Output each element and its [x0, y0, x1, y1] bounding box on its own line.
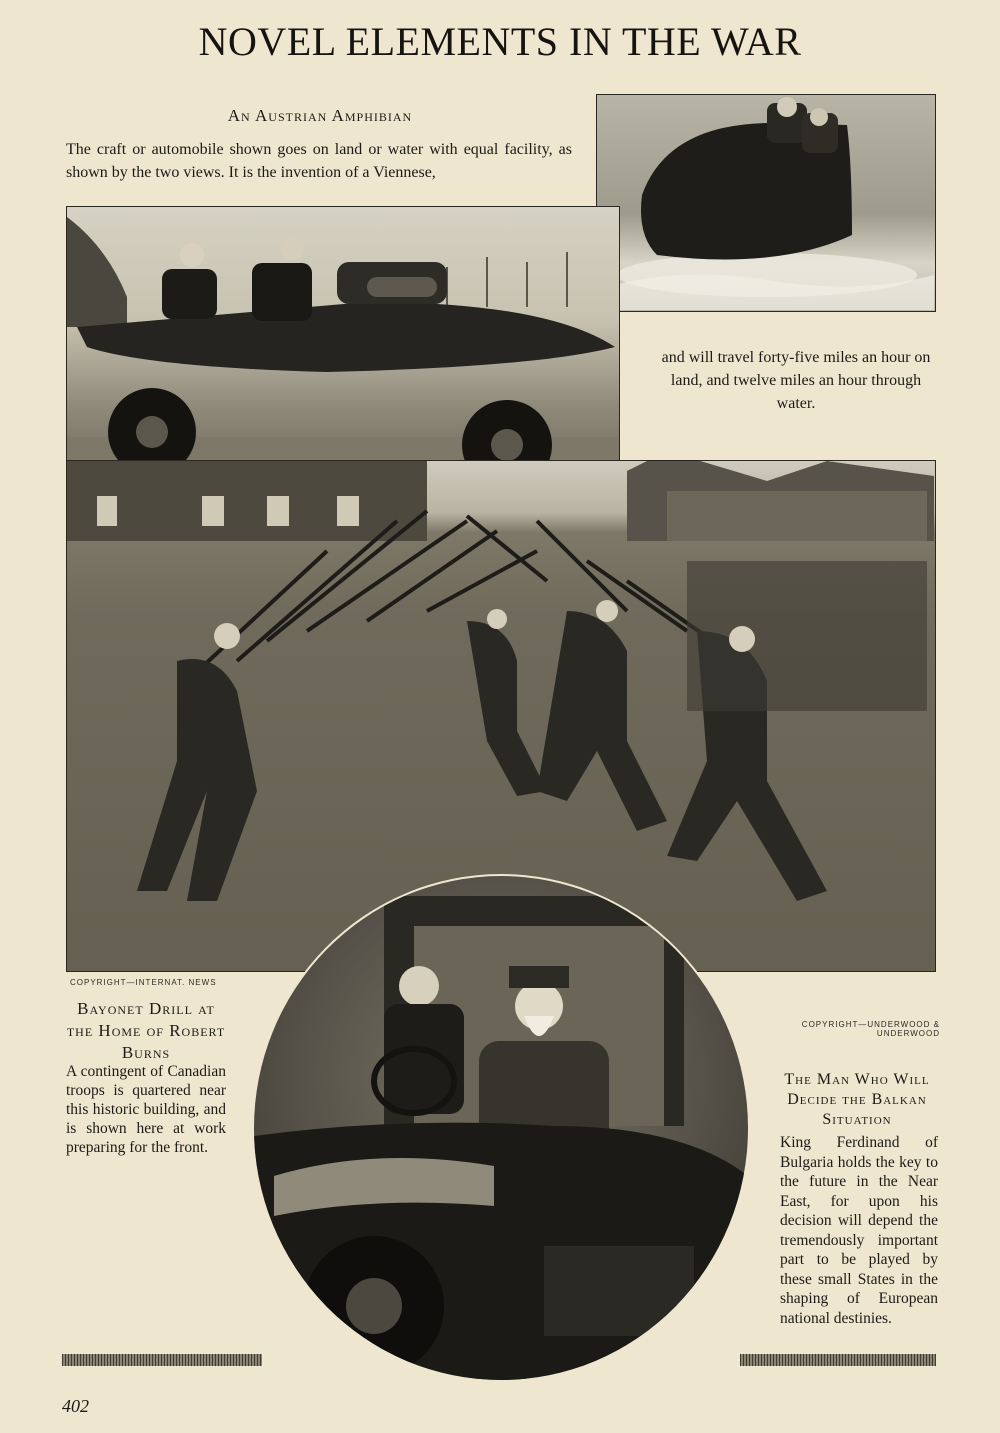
amphibian-text-continued: and will travel forty-five miles an hour on land, and twelve miles an hour through water.: [661, 349, 931, 412]
ferdinand-credit: COPYRIGHT—UNDERWOOD & UNDERWOOD: [801, 1020, 940, 1038]
bayonet-text: A contingent of Canadian troops is quartered near this historic building, and is shown here at work preparing for the front.: [66, 1063, 226, 1156]
page-number: 402: [62, 1396, 89, 1416]
bottom-rule-left: [62, 1354, 262, 1366]
amphibian-water-illustration: [597, 95, 934, 310]
ferdinand-heading: The Man Who Will Decide the Balkan Situation: [784, 1071, 930, 1128]
amphibian-text-top: The craft or automobile shown goes on land or water with equal facility, as shown by the two views. It is the invention of a Viennese,: [66, 141, 572, 181]
bayonet-credit: COPYRIGHT—INTERNAT. NEWS: [70, 978, 217, 987]
ferdinand-photo: [252, 874, 750, 1382]
amphibian-heading: An Austrian Amphibian: [227, 106, 413, 125]
page-title: NOVEL ELEMENTS IN THE WAR: [198, 19, 802, 64]
amphibian-land-photo: [66, 206, 620, 492]
ferdinand-illustration: [254, 876, 748, 1380]
amphibian-land-illustration: [67, 207, 618, 490]
bottom-rule-right: [740, 1354, 936, 1366]
ferdinand-text: King Ferdinand of Bulgaria holds the key to the future in the Near East, for upon his decision will depend the tremendously important part to be played by these small States in the shaping of European national destinies.: [780, 1134, 938, 1327]
amphibian-water-photo: [596, 94, 936, 312]
bayonet-heading: Bayonet Drill at the Home of Robert Burns: [66, 999, 226, 1062]
